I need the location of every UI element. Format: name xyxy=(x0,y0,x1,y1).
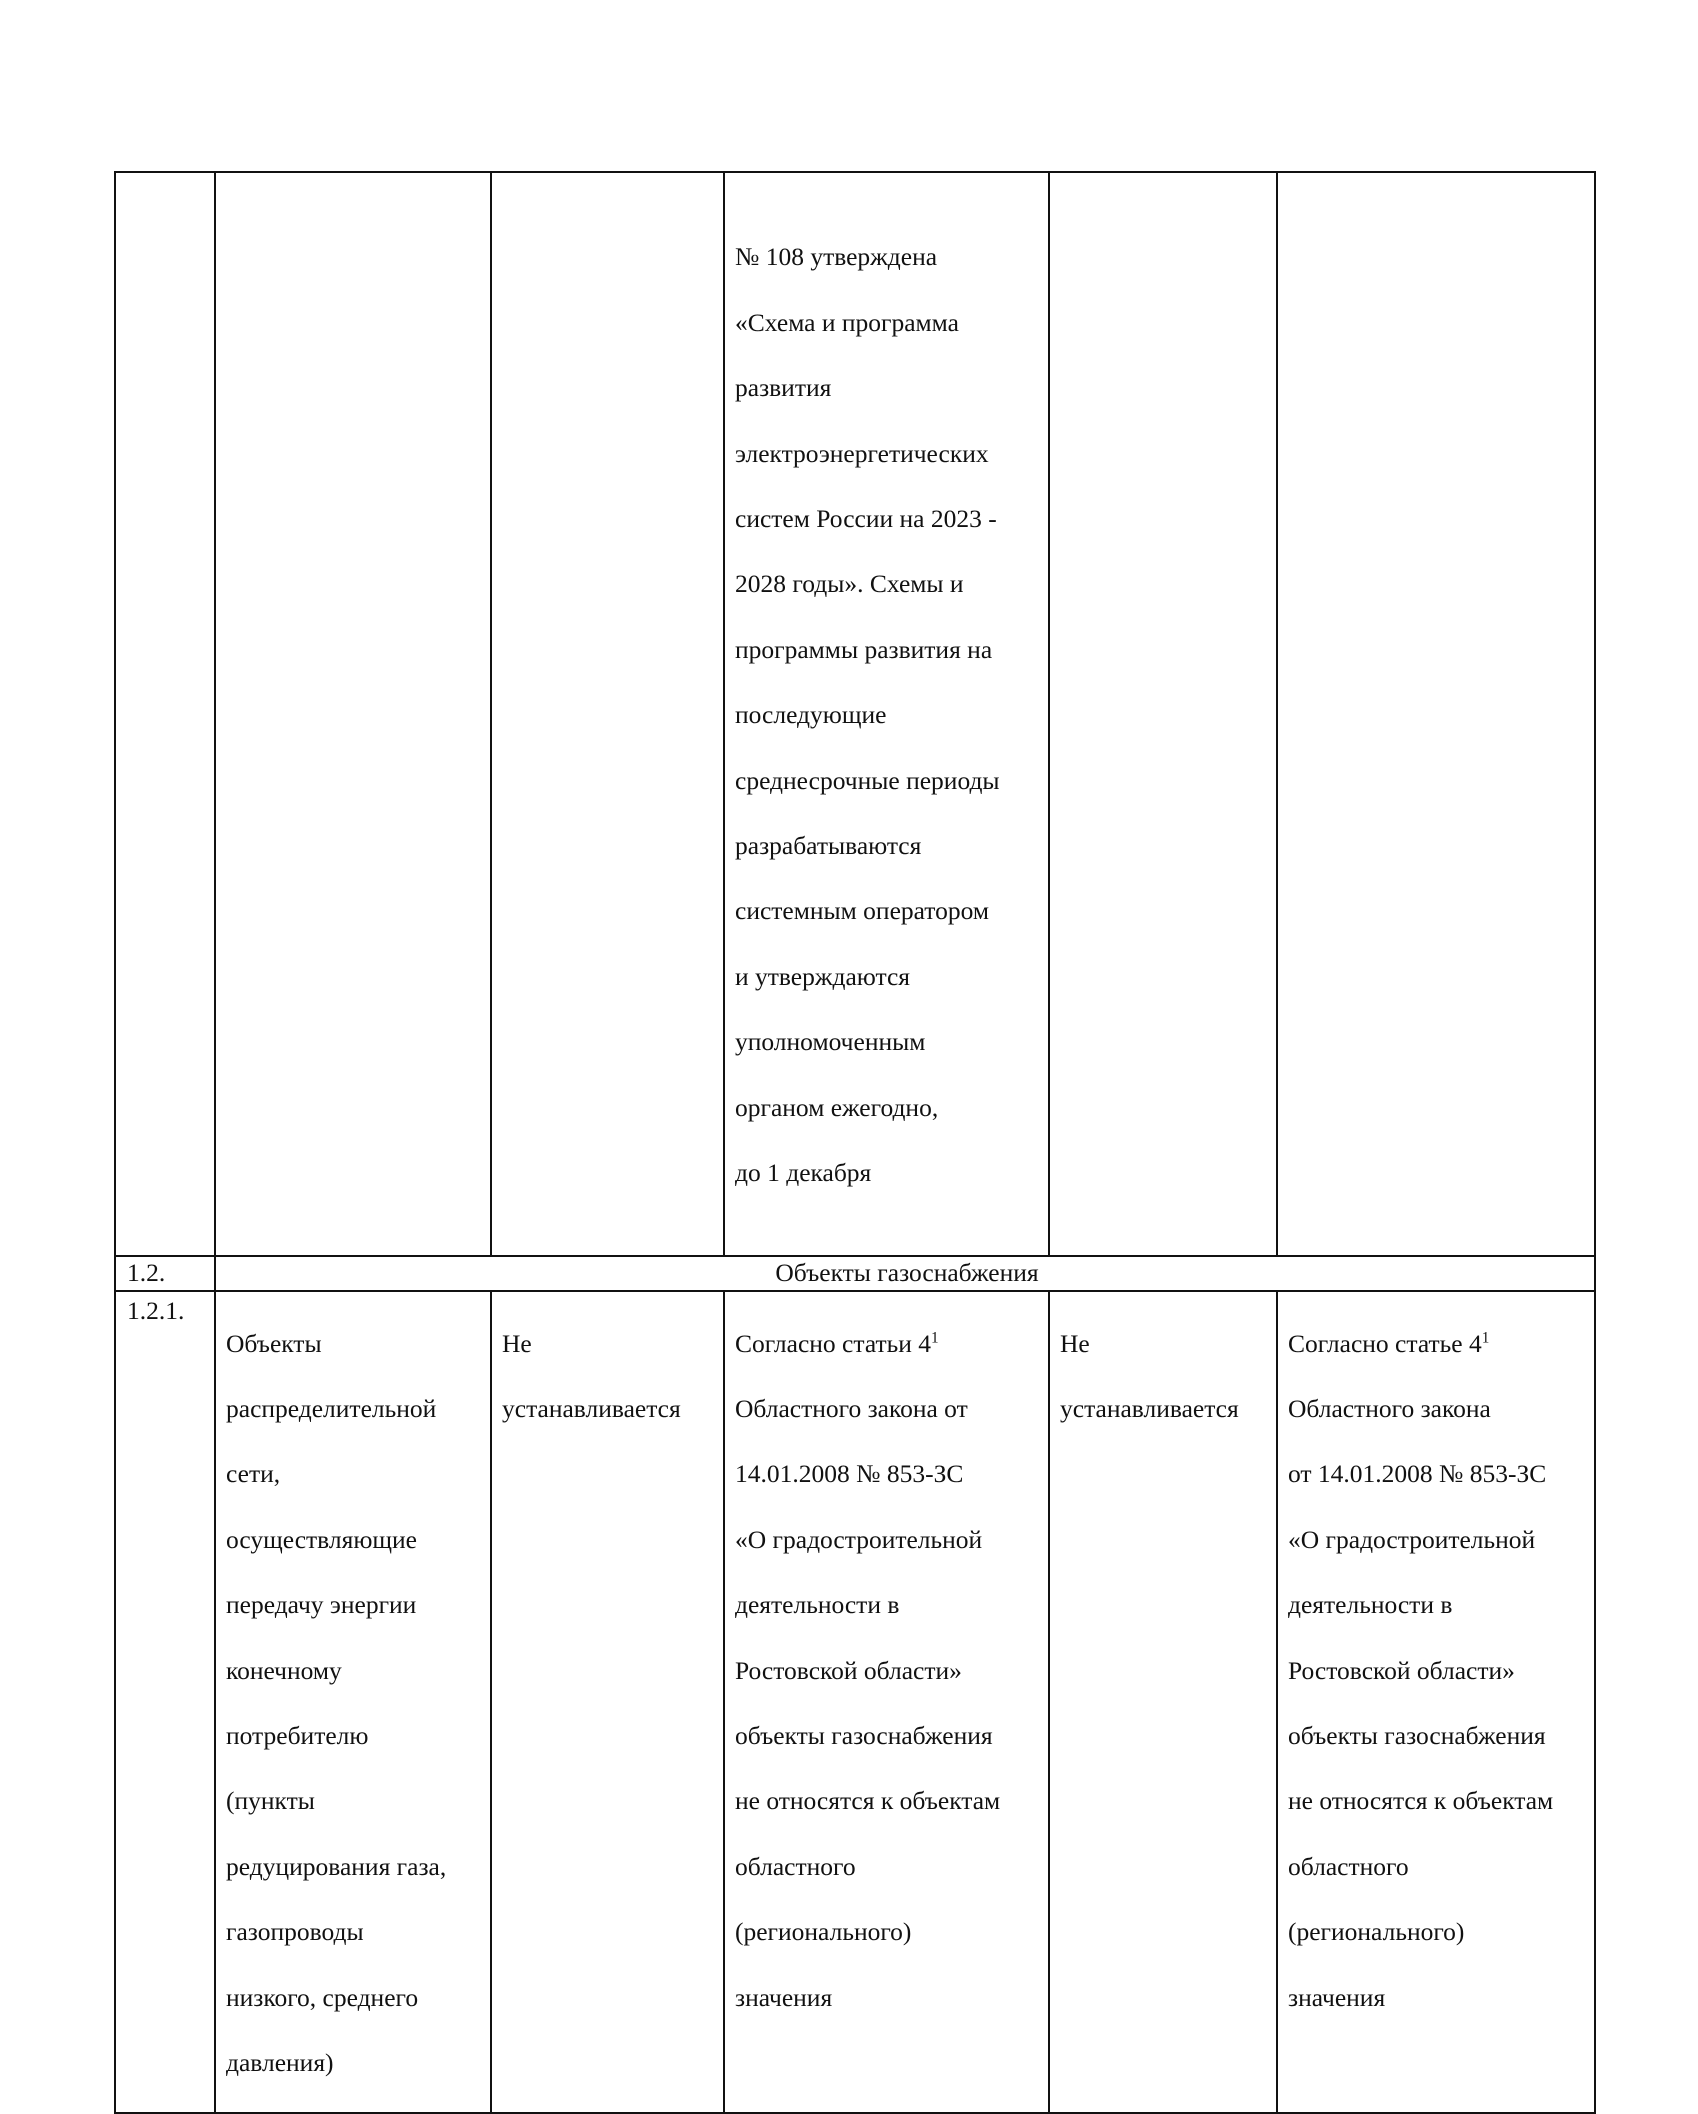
text-fragment: Согласно статье 4 xyxy=(1288,1328,1482,1358)
cell-col6-legal-basis xyxy=(1277,1291,1595,2114)
text-line: устанавливается xyxy=(1060,1394,1239,1424)
text-line: объекты газоснабжения xyxy=(735,1721,993,1751)
text-line: давления) xyxy=(226,2048,334,2078)
text-line: (пункты xyxy=(226,1786,315,1816)
document-table xyxy=(114,171,1596,2114)
cell-object-empty xyxy=(215,172,491,1256)
text-line: Объекты xyxy=(226,1328,322,1358)
cell-col6-empty xyxy=(1277,172,1595,1256)
text-line: сети, xyxy=(226,1459,281,1489)
text-line: передачу энергии xyxy=(226,1590,417,1620)
text-line: Ростовской области» xyxy=(1288,1655,1515,1685)
text-line: систем России на 2023 - xyxy=(735,504,997,534)
text-line: Не xyxy=(1060,1328,1090,1358)
text-line-with-superscript xyxy=(735,1328,1042,1361)
text-line: не относятся к объектам xyxy=(735,1786,1001,1816)
text-line-with-superscript xyxy=(1288,1328,1588,1361)
text-line: областного xyxy=(735,1851,856,1881)
text-line: значения xyxy=(1288,1982,1386,2012)
superscript: 1 xyxy=(1481,1329,1490,1347)
text-line: устанавливается xyxy=(502,1394,681,1424)
text-line: Ростовской области» xyxy=(735,1655,962,1685)
cell-col3-empty xyxy=(491,172,724,1256)
text-line: уполномоченным xyxy=(735,1027,926,1057)
text-line: потребителю xyxy=(226,1721,369,1751)
text-line: Областного закона от xyxy=(735,1394,968,1424)
text-line: Не xyxy=(502,1328,532,1358)
text-line: 2028 годы». Схемы и xyxy=(735,569,964,599)
text-line: (регионального) xyxy=(1288,1917,1465,1947)
text-line: (регионального) xyxy=(735,1917,912,1947)
text-line: до 1 декабря xyxy=(735,1158,872,1188)
text-line: системным оператором xyxy=(735,896,990,926)
cell-col5-value xyxy=(1049,1291,1277,2114)
item-number: 1.2.1. xyxy=(115,1291,215,2114)
table-row-gas-objects xyxy=(115,1291,1595,2114)
text-line: распределительной xyxy=(226,1394,437,1424)
text-line: органом ежегодно, xyxy=(735,1092,939,1122)
text-line: не относятся к объектам xyxy=(1288,1786,1554,1816)
text-line: деятельности в xyxy=(735,1590,900,1620)
text-line: Областного закона xyxy=(1288,1394,1491,1424)
text-line: электроэнергетических xyxy=(735,438,989,468)
cell-continuation-text xyxy=(724,172,1049,1256)
text-fragment: Согласно статьи 4 xyxy=(735,1328,932,1358)
superscript: 1 xyxy=(931,1329,939,1347)
text-line: областного xyxy=(1288,1851,1409,1881)
table-row-section xyxy=(115,1256,1595,1291)
text-line: значения xyxy=(735,1982,833,2012)
text-line: среднесрочные периоды xyxy=(735,765,1000,795)
cell-col5-empty xyxy=(1049,172,1277,1256)
text-line: «О градостроительной xyxy=(1288,1524,1536,1554)
text-line: осуществляющие xyxy=(226,1524,417,1554)
text-line: газопроводы xyxy=(226,1917,364,1947)
cell-number-empty xyxy=(115,172,215,1256)
section-title: Объекты газоснабжения xyxy=(215,1256,1595,1291)
text-line: и утверждаются xyxy=(735,961,911,991)
section-number: 1.2. xyxy=(115,1256,215,1291)
text-line: низкого, среднего xyxy=(226,1982,419,2012)
text-line: «Схема и программа xyxy=(735,307,959,337)
text-line: развития xyxy=(735,373,832,403)
continuation-lines xyxy=(735,209,1042,1223)
cell-col4-legal-basis xyxy=(724,1291,1049,2114)
text-line: 14.01.2008 № 853-ЗС xyxy=(735,1459,964,1489)
text-line: разрабатываются xyxy=(735,831,922,861)
text-line: конечному xyxy=(226,1655,342,1685)
text-line: деятельности в xyxy=(1288,1590,1453,1620)
text-line: редуцирования газа, xyxy=(226,1851,447,1881)
text-line: «О градостроительной xyxy=(735,1524,983,1554)
text-line: программы развития на xyxy=(735,634,993,664)
text-line: объекты газоснабжения xyxy=(1288,1721,1546,1751)
text-line: № 108 утверждена xyxy=(735,242,938,272)
text-line: последующие xyxy=(735,700,887,730)
cell-object-description xyxy=(215,1291,491,2114)
cell-col3-value xyxy=(491,1291,724,2114)
text-line: от 14.01.2008 № 853-ЗС xyxy=(1288,1459,1547,1489)
table-row-continuation xyxy=(115,172,1595,1256)
